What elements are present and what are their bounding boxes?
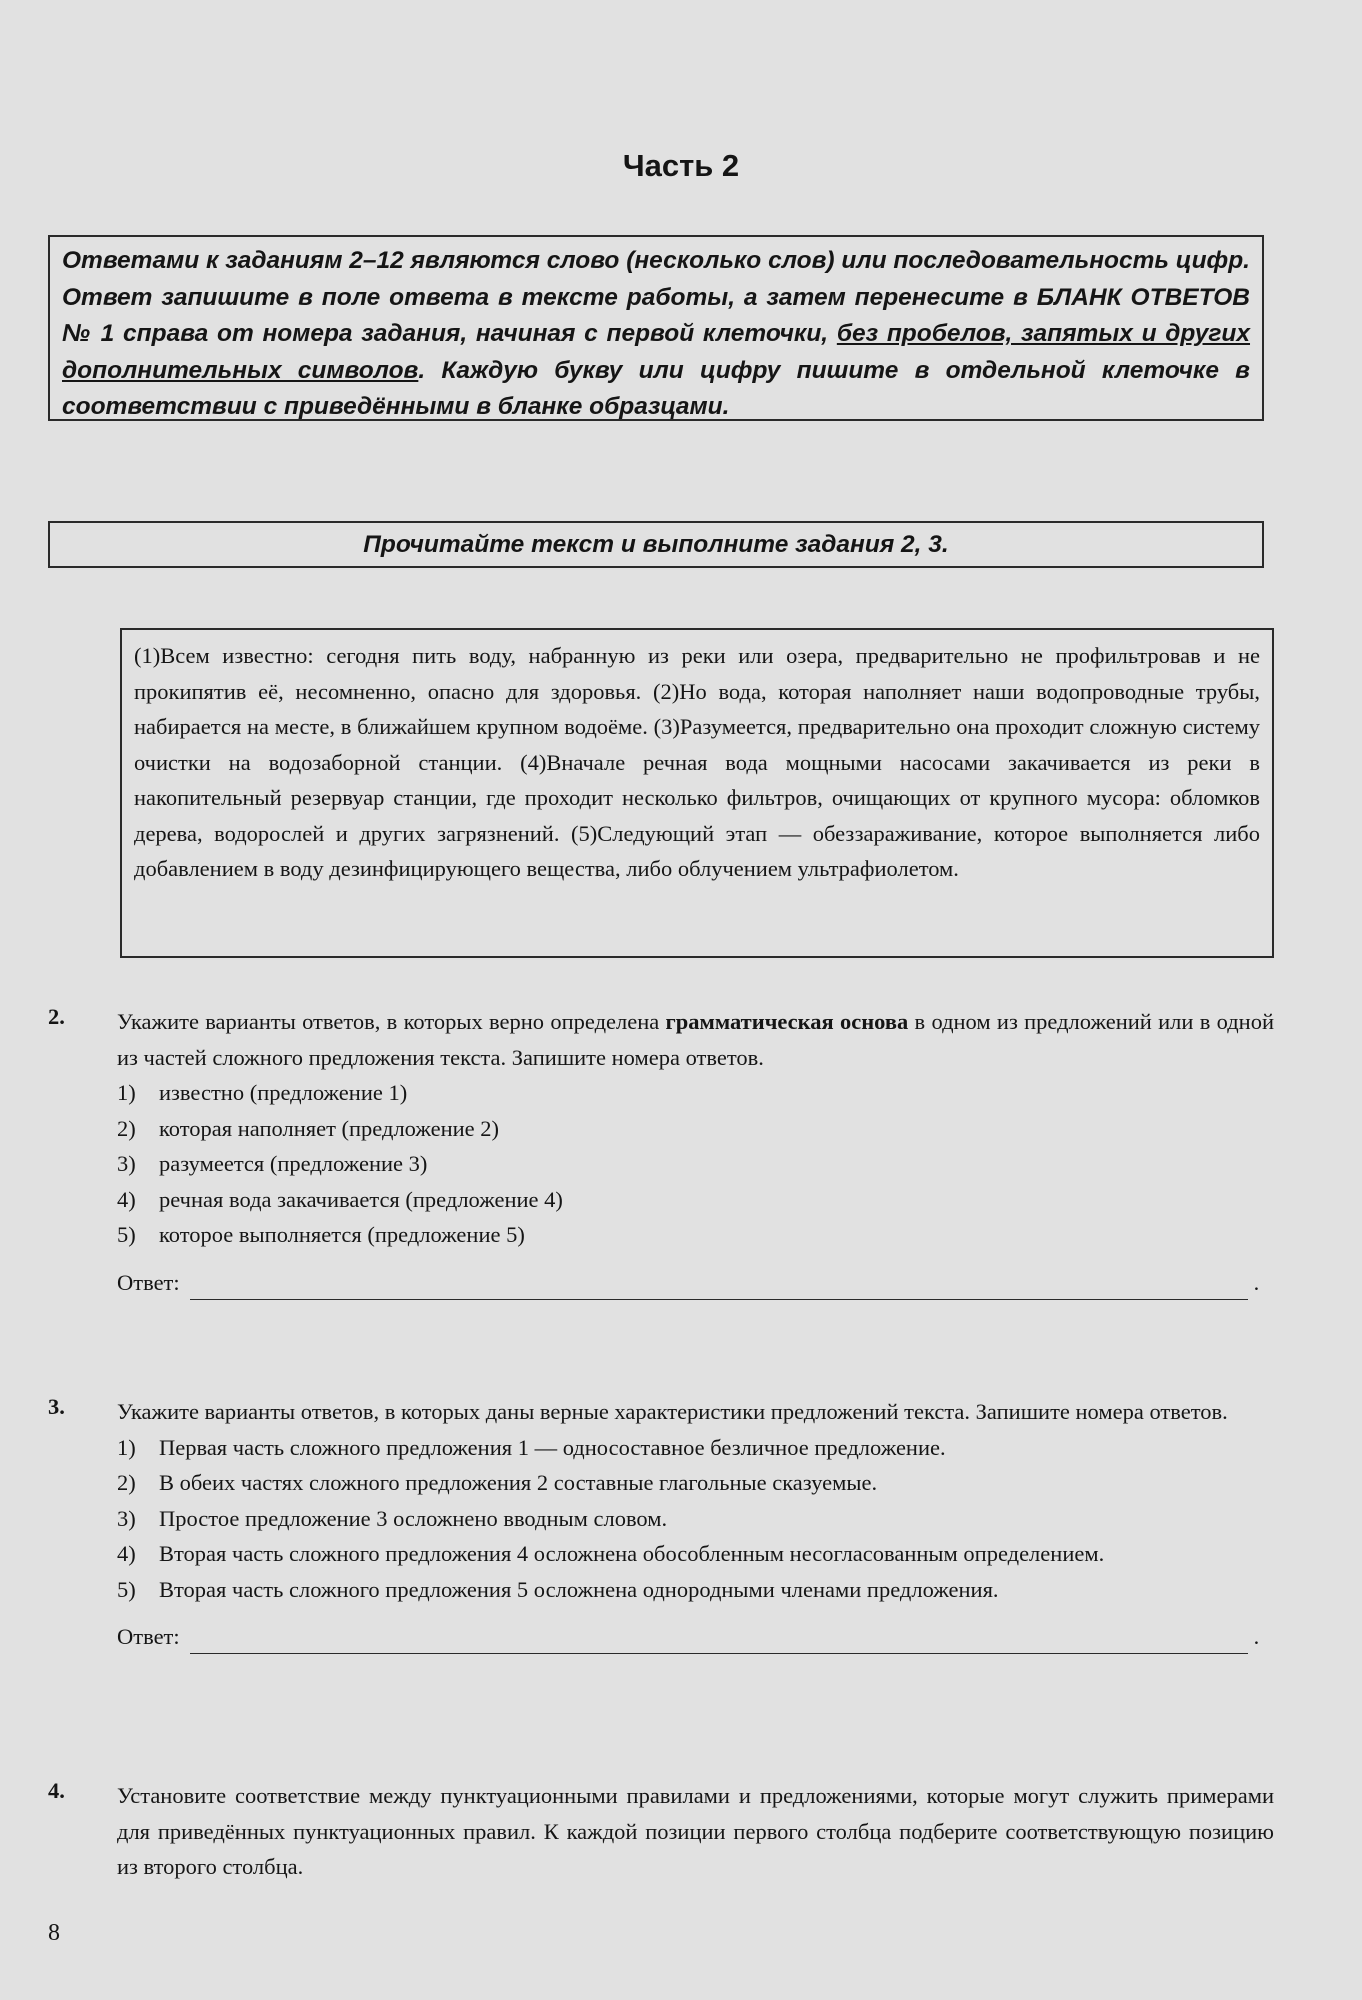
part-title: Часть 2 [622,148,740,183]
read-prompt-box [48,521,1264,568]
task-question: Укажите варианты ответов, в которых даны верные характеристики предложений текста. Запишите номера ответов. [117,1399,1228,1424]
page-number: 8 [48,1920,60,1946]
answer-option: 3) Простое предложение 3 осложнено вводным словом. [117,1505,668,1531]
answer-option: 5) которое выполняется (предложение 5) [117,1222,525,1247]
task-2 [48,1004,1274,1300]
answer-option: 4) речная вода закачивается (предложение 4) [117,1186,563,1212]
answer-label: Ответ: [117,1269,180,1295]
answer-option: 4) Вторая часть сложного предложения 4 осложнена обособленным несогласованным определением. [117,1541,1105,1566]
task-text: Укажите варианты ответов, в которых верно определена [117,1009,666,1034]
answer-field[interactable]: Ответ: . [117,1265,1274,1300]
answer-line[interactable] [190,1627,1248,1654]
task-text-end: в одном из предложений или в одной из частей сложного предложения текста. Запишите номера ответов. [117,1009,1275,1070]
read-prompt: Прочитайте текст и выполните задания 2, 3. [363,531,949,558]
task-4 [48,1778,1274,1885]
task-number: 2. [48,1004,65,1029]
answer-option: 1) известно (предложение 1) [117,1080,408,1105]
reading-passage-box [120,628,1274,958]
task-options [117,1075,1274,1253]
answer-field[interactable]: Ответ: . [117,1619,1274,1654]
task-number: 4. [48,1778,65,1803]
answer-option: 1) Первая часть сложного предложения 1 — односоставное безличное предложение. [117,1434,946,1460]
reading-passage: (1)Всем известно: сегодня пить воду, набранную из реки или озера, предварительно не профильтровав и не прокипятив её, несомненно, опасно для здоровья. (2)Но вода, которая наполняет наши водопроводные трубы, набирается на месте, в ближайшем крупном водоёме. (3)Разумеется, предварительно она проходит сложную систему очистки на водозаборной станции. (4)Вначале речная вода мощными насосами закачивается из реки в накопительный резервуар станции, где проходит несколько фильтров, очищающих от крупного мусора: обломков дерева, водорослей и других загрязнений. (5)Следующий этап — обеззараживание, которое выполняется либо добавлением в воду дезинфицирующего вещества, либо облучением ультрафиолетом. [134,643,1260,881]
task-question [117,1004,1274,1075]
answer-option: 3) разумеется (предложение 3) [117,1151,428,1176]
task-text-bold: грамматическая основа [665,1009,909,1034]
instructions-underlined: без пробелов, запятых и других дополнительных символов [62,320,1251,384]
instructions-box [48,235,1264,421]
task-question: Установите соответствие между пунктуационными правилами и предложениями, которые могут служить примерами для приведённых пунктуационных правил. К каждой позиции первого столбца подберите соответствующую позицию из второго столбца. [117,1783,1274,1879]
instructions-text-end: . Каждую букву или цифру пишите в отдельной клеточке в соответствии с приведёнными в бланке образцами. [62,356,1250,420]
answer-option: 5) Вторая часть сложного предложения 5 осложнена однородными членами предложения. [117,1576,999,1602]
instructions-text: Ответами к заданиям 2–12 являются слово (несколько слов) или последовательность цифр. Ответ запишите в поле ответа в тексте работы, а затем перенесите в БЛАНК ОТВЕТОВ № 1 справа от номера задания, начиная с первой клеточки, [62,247,1250,347]
task-options [117,1430,1274,1608]
task-3 [48,1394,1274,1654]
answer-option: 2) В обеих частях сложного предложения 2 составные глагольные сказуемые. [117,1470,878,1495]
task-number: 3. [48,1394,65,1419]
answer-option: 2) которая наполняет (предложение 2) [117,1115,500,1141]
answer-line[interactable] [190,1273,1248,1300]
answer-label: Ответ: [117,1624,180,1649]
